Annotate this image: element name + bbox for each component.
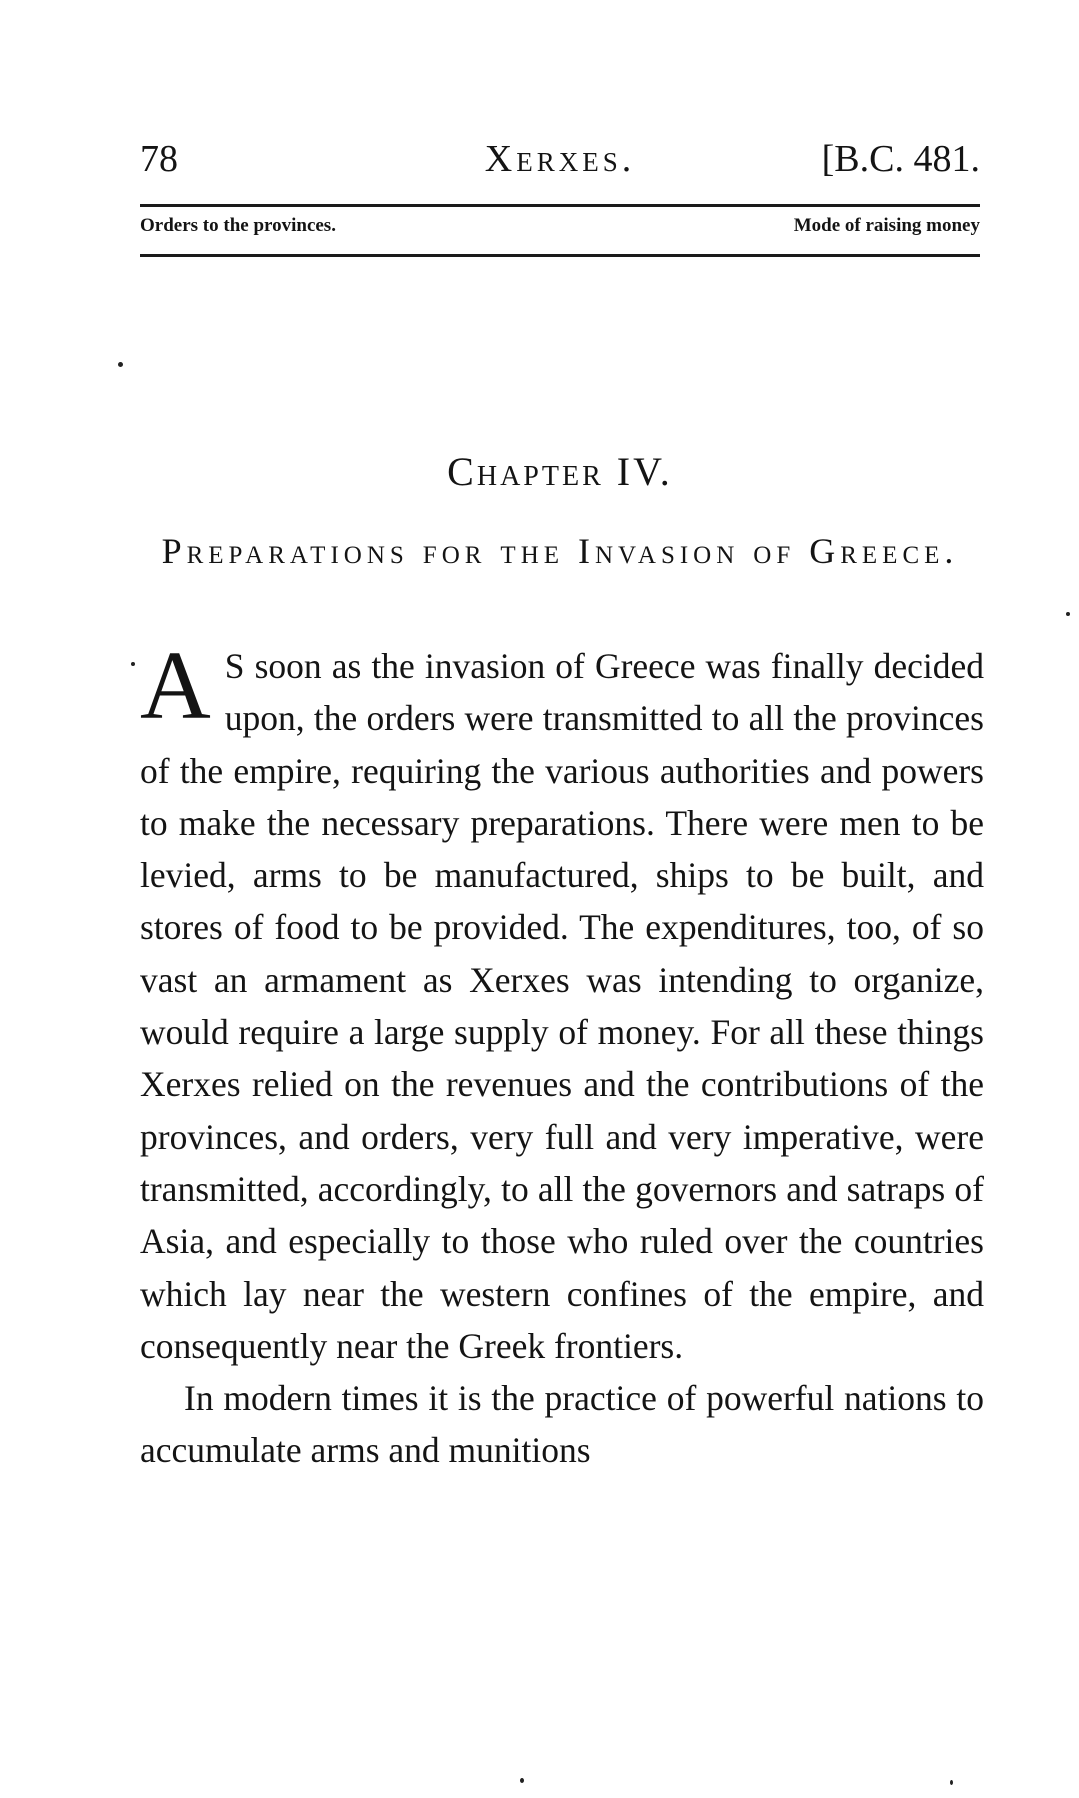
running-head	[140, 137, 980, 183]
subhead-right: Mode of raising money	[793, 215, 980, 236]
marginal-subhead	[140, 215, 980, 241]
paragraph-1	[140, 632, 984, 1372]
body-text	[140, 632, 984, 1477]
chapter-title: Preparations for the Invasion of Greece.	[161, 531, 959, 571]
paragraph-1-text: S soon as the invasion of Greece was finally decided upon, the orders were transmitted to all the provinces of the empire, requiring the various authorities and powers to make the necessary preparations. There were men to be levied, arms to be manufactured, ships to be built, and stores of food to be provided. The expenditures, too, of so vast an armament as Xerxes was intending to organize, would require a large supply of money. For all these things Xerxes relied on the revenues and the contributions of the provinces, and orders, very full and very imperative, were transmitted, accordingly, to all the governors and satraps of Asia, and especially to those who ruled over the countries which lay near the western confines of the empire, and consequently near the Greek frontiers.	[140, 646, 984, 1366]
header-rule-bottom	[140, 254, 980, 257]
subhead-left: Orders to the provinces.	[140, 215, 336, 236]
paragraph-2: In modern times it is the practice of powerful nations to accumulate arms and munitions	[140, 1378, 984, 1471]
ink-speck	[520, 1778, 524, 1783]
drop-cap: A	[140, 632, 211, 740]
chapter-number: Chapter IV.	[447, 449, 673, 494]
running-date: [B.C. 481.	[821, 138, 980, 180]
ink-speck	[1066, 612, 1070, 616]
header-rule-top	[140, 204, 980, 207]
page-number: 78	[140, 138, 178, 180]
ink-speck	[118, 362, 123, 367]
running-title: Xerxes.	[484, 138, 636, 180]
ink-speck	[950, 1780, 953, 1785]
ink-speck	[131, 662, 135, 666]
